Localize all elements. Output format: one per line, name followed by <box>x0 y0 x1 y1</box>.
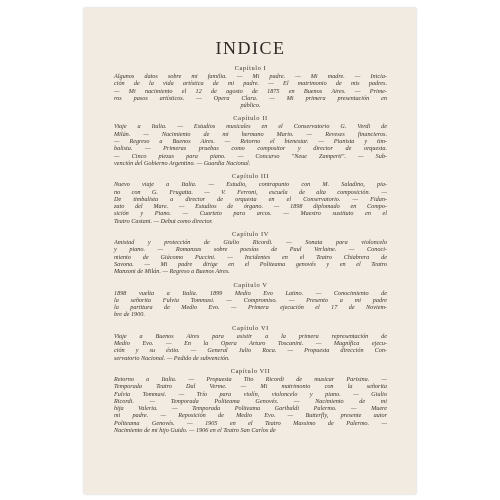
summary-line: Milán. — Nacimiento de mi hermano Mario. — Reveses financieros. <box>114 130 387 138</box>
summary-line: Fulvia Tommasi. — Trío para violín, violoncelo y piano. — Giulio <box>114 390 387 398</box>
summary-line: público. <box>240 102 261 110</box>
summary-line: ción y su éxito. — General Julio Roca. — Propuesta dirección Con- <box>114 347 387 355</box>
summary-line: miento de Giácomo Puccini. — Incidentes en el Teatro Chiabrera de <box>114 253 387 261</box>
chapter-section <box>114 368 387 434</box>
summary-line: balista. — Primeras pruebas como compositor y director de orquesta. <box>114 145 387 153</box>
chapter-section <box>114 115 387 167</box>
chapter-section <box>114 65 387 109</box>
chapter-heading: Capítulo III <box>231 173 270 181</box>
summary-line: Nuevo viaje a Italia. — Estudio, contrapunto con M. Saladino, pia- <box>114 181 387 189</box>
chapter-summary <box>114 181 387 225</box>
chapter-heading: Capítulo II <box>233 115 268 123</box>
summary-line: Algunos datos sobre mi familia. — Mi padre. — Mi madre. — Inicia- <box>114 73 387 80</box>
summary-line: y piano. — Romanzas sobre poesías de Paul Verlaine. — Conoci- <box>114 246 387 254</box>
chapter-summary <box>114 123 387 167</box>
summary-line: — Mi nacimiento el 12 de agosto de 1875 en Buenos Aires. — Prime- <box>114 87 387 95</box>
summary-line: zato del Mare. — Estudios de órgano. — 1898 diplomado en Compo- <box>114 203 387 211</box>
chapter-summary <box>114 376 387 434</box>
page-title: INDICE <box>215 38 286 58</box>
summary-line: — Regreso a Buenos Aires. — Retorno el bienestar. — Pianista y tim- <box>114 138 387 146</box>
summary-line: 1898 vuelta a Italia. 1899 Medio Evo Latino. — Conocimiento de <box>114 289 387 297</box>
summary-line: la partitura de Medio Evo. — Primera ejecución el 17 de Noviem- <box>114 304 387 312</box>
summary-line: vención del Gobierno Argentino. — Guardia Nacional. <box>114 159 251 167</box>
summary-line: Teatro Castani. — Debut como director. <box>114 217 213 225</box>
chapter-summary <box>114 239 387 275</box>
summary-line: servatorio Nacional. — Pedido de subvención. <box>114 354 230 362</box>
summary-line: ción de la vida artística de mi padre. — El matrimonio de mis padres. <box>114 80 387 88</box>
summary-line: Politeama Genovés. — 1905 en el Teatro Massimo de Palermo. — <box>114 419 387 427</box>
chapter-summary <box>114 290 387 319</box>
summary-line: Temporada Teatro Dal Verme. — Mi matrimonio con la señorita <box>114 383 387 391</box>
summary-line: hija Valeria. — Temporada Politeama Garibaldi Palermo. — Muere <box>114 405 387 413</box>
summary-line: Ricordi. — Temporada Politeama Genovés. — Nacimiento de mi <box>114 397 387 405</box>
summary-line: Amistad y protección de Giulio Ricordi. — Sonata para violoncelo <box>114 239 387 247</box>
summary-line: bre de 1900. <box>114 311 145 319</box>
book-page <box>84 8 416 494</box>
chapter-heading: Capítulo I <box>234 65 267 72</box>
summary-line: Medio Evo. — En la Opera Arturo Toscanini. — Magnífica ejecu- <box>114 340 387 348</box>
summary-line: Viaje a Italia. — Estudios musicales en el Conservatorio G. Verdi de <box>114 123 387 131</box>
summary-line: De timbalista a director de orquesta en el Conservatorio. — Fidan- <box>114 195 387 203</box>
chapter-summary <box>114 73 387 109</box>
chapter-summary <box>114 333 387 362</box>
summary-line: ros pasos artísticos. — Opera Clara. — Mi primera presentación en <box>114 94 387 102</box>
summary-line: Retorno a Italia. — Propuesta Tito Ricordi de musicar Parisina. — <box>114 375 387 383</box>
summary-line: — Cinco piezas para piano. — Concurso "Neue Zamperti". — Sub- <box>114 152 387 160</box>
summary-line: la señorita Fulvia Tommasi. — Compromiso. — Presento a mi padre <box>114 296 387 304</box>
summary-line: Savona. — Mi padre dirige en el Politeama genovés y en el Teatro <box>114 260 387 268</box>
summary-line: Manzoni de Milán. — Regreso a Buenos Aires. <box>114 268 230 276</box>
chapter-heading: Capítulo IV <box>232 231 269 239</box>
chapter-section <box>114 325 387 362</box>
summary-line: Nacimiento de mi hijo Guido. — 1906 en el Teatro San Carlos de <box>114 426 276 434</box>
summary-line: Viaje a Buenos Aires para asistir a la primera representación de <box>114 332 387 340</box>
chapter-section <box>114 231 387 275</box>
chapter-heading: Capítulo VII <box>230 367 271 375</box>
chapter-list <box>114 65 387 434</box>
chapter-section <box>114 282 387 319</box>
chapter-heading: Capítulo VI <box>232 324 269 332</box>
summary-line: no con G. Frugatta. — V. Ferroni, escuela de alta composición. — <box>114 188 387 196</box>
summary-line: sición y Piano. — Cuarteto para arcos. — Maestro sustituto en el <box>114 210 387 218</box>
index-content <box>114 38 387 440</box>
chapter-section <box>114 173 387 225</box>
summary-line: mi padre. — Reposición de Medio Evo. — Butterfly, presente autor <box>114 412 387 420</box>
chapter-heading: Capítulo V <box>233 281 268 289</box>
